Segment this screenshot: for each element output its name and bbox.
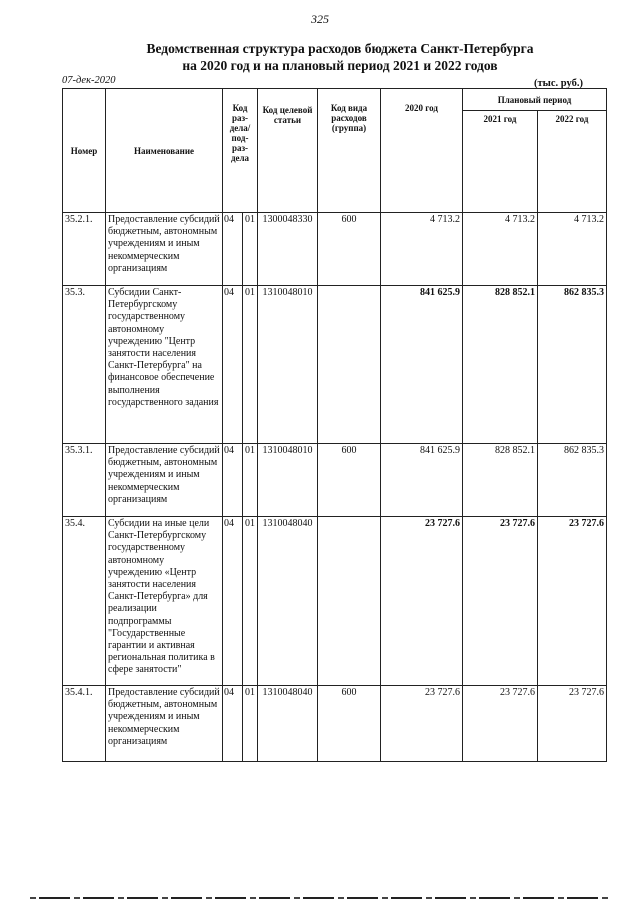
scan-edge-line [30,897,610,899]
row-2022: 862 835.3 [538,286,607,444]
row-2020: 23 727.6 [381,517,463,686]
row-number: 35.3. [63,286,106,444]
row-number: 35.4. [63,517,106,686]
row-subsection: 01 [243,686,258,762]
header-year-2020: 2020 год [381,89,463,213]
row-2022: 23 727.6 [538,686,607,762]
table-row [63,213,607,286]
row-2021: 23 727.6 [463,517,538,686]
row-expense: 600 [318,213,381,286]
row-number: 35.3.1. [63,444,106,517]
row-article: 1310048040 [258,686,318,762]
row-name: Предоставление субсидий бюджетным, автономным учреждениям и иным некоммерческим организациям [106,444,223,517]
header-year-2021: 2021 год [463,111,538,213]
title-line-1: Ведомственная структура расходов бюджета Санкт-Петербурга [146,41,534,56]
table-body [63,213,607,762]
row-expense: 600 [318,686,381,762]
row-name: Предоставление субсидий бюджетным, автономным учреждениям и иным некоммерческим организациям [106,213,223,286]
row-name: Субсидии Санкт-Петербургскому государственному автономному учреждению "Центр занятости населения Санкт-Петербурга" на финансовое обеспечение выполнения государственного задания [106,286,223,444]
row-number: 35.2.1. [63,213,106,286]
table-row [63,286,607,444]
row-article: 1310048040 [258,517,318,686]
row-section: 04 [223,444,243,517]
row-section: 04 [223,686,243,762]
row-article: 1310048010 [258,286,318,444]
row-2021: 828 852.1 [463,286,538,444]
row-subsection: 01 [243,444,258,517]
units-label: (тыс. руб.) [534,78,583,89]
header-planned-period: Плановый период [463,89,607,111]
row-name: Предоставление субсидий бюджетным, автономным учреждениям и иным некоммерческим организациям [106,686,223,762]
row-name: Субсидии на иные цели Санкт-Петербургскому государственному автономному учреждению «Центр занятости населения Санкт-Петербурга» для реализации подпрограммы "Государственные гарантии и активная региональная политика в сфере занятости" [106,517,223,686]
row-2022: 862 835.3 [538,444,607,517]
table-row [63,686,607,762]
row-expense [318,517,381,686]
header-article-code: Код целевой статьи [258,89,318,213]
row-article: 1300048330 [258,213,318,286]
row-2021: 828 852.1 [463,444,538,517]
document-date: 07-дек-2020 [62,75,116,86]
budget-table [62,88,607,762]
row-subsection: 01 [243,517,258,686]
row-2020: 4 713.2 [381,213,463,286]
row-2020: 23 727.6 [381,686,463,762]
row-2020: 841 625.9 [381,286,463,444]
title-line-2: на 2020 год и на плановый период 2021 и 2022 годов [182,58,498,73]
page-number: 325 [311,12,329,26]
row-2020: 841 625.9 [381,444,463,517]
header-name: Наименование [106,89,223,213]
row-section: 04 [223,286,243,444]
table-row [63,444,607,517]
row-2022: 4 713.2 [538,213,607,286]
row-number: 35.4.1. [63,686,106,762]
row-subsection: 01 [243,213,258,286]
row-section: 04 [223,213,243,286]
document-title [60,40,620,74]
header-expense-code: Код вида расходов (группа) [318,89,381,213]
row-2021: 23 727.6 [463,686,538,762]
header-number: Номер [63,89,106,213]
header-year-2022: 2022 год [538,111,607,213]
table-row [63,517,607,686]
row-expense [318,286,381,444]
row-article: 1310048010 [258,444,318,517]
header-section-code: Код раз-дела/ под-раз-дела [223,89,258,213]
row-subsection: 01 [243,286,258,444]
row-expense: 600 [318,444,381,517]
row-2021: 4 713.2 [463,213,538,286]
row-2022: 23 727.6 [538,517,607,686]
row-section: 04 [223,517,243,686]
